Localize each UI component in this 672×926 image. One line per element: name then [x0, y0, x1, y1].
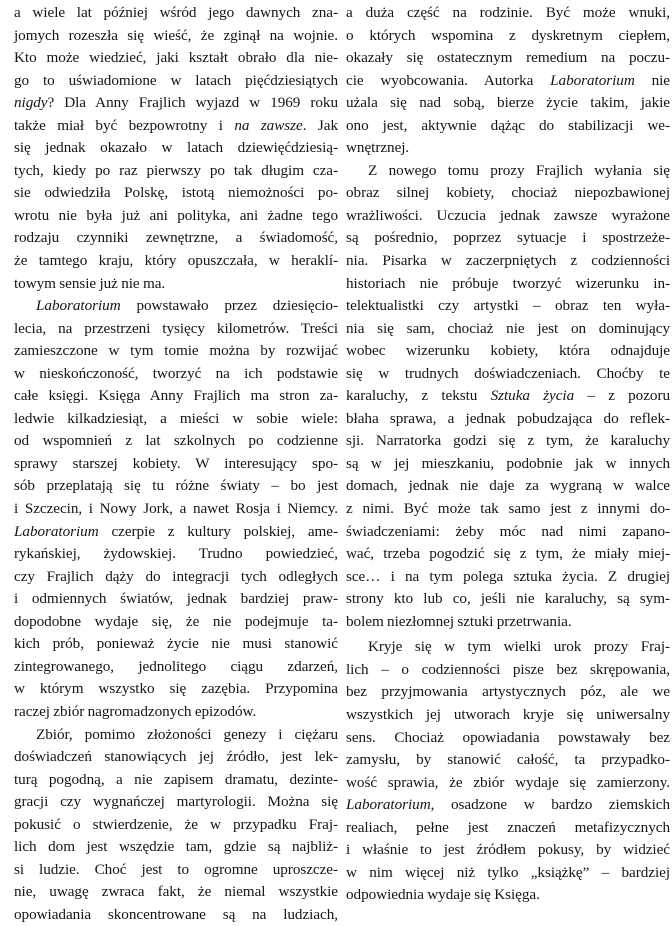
text-line [14, 724, 338, 747]
text-run: . Jak [302, 116, 338, 134]
text-run: opowiadania skoncentrowane są na ludziach, [14, 905, 338, 923]
text-line [14, 859, 338, 882]
text-run: sji. Narratorka godzi się z tym, że karaluchy [346, 432, 670, 450]
text-run: a duża część na rodzinie. Być może wnuki, [346, 4, 670, 21]
text-run: Z nowego tomu prozy Frajlich wyłania się [368, 161, 670, 179]
right-column [346, 2, 670, 907]
text-line [14, 430, 338, 453]
text-line [14, 2, 338, 25]
text-line [14, 92, 338, 115]
text-run: odpowiednia wydaje się Księga. [346, 886, 540, 904]
text-run: i właśnie to jest źródłem pokusy, by widzieć [346, 841, 670, 859]
text-run: karaluchy, z tekstu [346, 387, 491, 405]
text-line [14, 769, 338, 792]
text-line [346, 498, 670, 521]
text-run: bolem niezłomnej sztuki przetrwania. [346, 612, 572, 630]
text-run: sób przeplatają się tu różne światy – bo jest [14, 477, 338, 495]
text-line [346, 884, 670, 907]
text-run: i odmiennych światów, jednak bardziej praw- [14, 590, 338, 608]
text-line [14, 385, 338, 408]
text-run: telektualistki czy artystki – obraz ten wyła- [346, 297, 670, 315]
text-line [14, 160, 338, 183]
italic-text: na zawsze [234, 116, 303, 134]
text-run: wszystkich jej utworach kryje się uniwersalny [346, 705, 670, 723]
text-line [346, 659, 670, 682]
text-run: zamysłu, by stanowić całość, ta przypadko- [346, 751, 670, 769]
text-line [346, 385, 670, 408]
text-line [346, 363, 670, 386]
text-run: i Szczecin, i Nowy Jork, a nawet Rosja i Niemcy. [14, 500, 338, 518]
text-line [346, 340, 670, 363]
text-run: wość sprawia, że zbiór wydaje się zamierzony. [346, 773, 670, 791]
text-line [14, 543, 338, 566]
text-run: lich dom jest wszędzie tam, gdzie są najbliż- [14, 838, 338, 856]
text-run: realiach, pełne jest znaczeń metafizycznych [346, 818, 670, 836]
text-run: że tamtego kraju, który opuszczała, w heraklí- [14, 252, 338, 270]
text-line [346, 704, 670, 727]
text-run: od wspomnień z lat szkolnych po codzienne [14, 432, 338, 450]
text-run: sie odwiedziła Polskę, istotą niemożności po- [14, 184, 338, 202]
text-line [346, 794, 670, 817]
text-line [346, 250, 670, 273]
text-line [14, 318, 338, 341]
text-line [346, 772, 670, 795]
text-line [346, 839, 670, 862]
text-line [346, 543, 670, 566]
text-line [14, 47, 338, 70]
text-line [346, 727, 670, 750]
text-line [346, 318, 670, 341]
text-run: się jednak okazało w latach dziewięćdziesią- [14, 139, 338, 157]
text-run: dopodobne wydaje się, że nie podejmuje ta- [14, 612, 338, 630]
text-line [346, 70, 670, 93]
text-run: zamieszczone w tym tomie można by rozwijać [14, 342, 338, 360]
text-run: czy Frajlich dąży do integracji tych odległych [14, 567, 338, 585]
text-line [14, 678, 338, 701]
text-run: doświadczeń stanowiących jej źródło, jest lek- [14, 748, 338, 766]
text-run: wrotu nie była już ani polityka, ani żadne tego [14, 206, 338, 224]
text-line [14, 182, 338, 205]
text-run: rodzaju czynniki zewnętrzne, a świadomość, [14, 229, 338, 247]
text-run: gracji czy wygnańczej martyrologii. Można się [14, 793, 338, 811]
text-line [14, 137, 338, 160]
text-line [14, 791, 338, 814]
text-line [14, 295, 338, 318]
text-run: nia. Pisarka w zaczerpniętych z codzienności [346, 252, 670, 270]
text-run: świadczeniami: żeby móc nad nimi zapano- [346, 522, 670, 540]
text-run: domach, jednak nie daje za wygraną w walce [346, 477, 670, 495]
text-line [14, 340, 338, 363]
text-run: w nieskończoność, tworzyć na ich podstawie [14, 364, 338, 382]
text-run: wać, trzeba pogodzić się z tym, że miały miej- [346, 545, 670, 563]
text-run: raczej zbiór nagromadzonych epizodów. [14, 702, 257, 720]
text-run: obraz silnej kobiety, chociaż niepozbawionej [346, 184, 670, 202]
text-line [14, 498, 338, 521]
text-line [346, 588, 670, 611]
text-line [346, 408, 670, 431]
text-run: zintegrowanego, jednolitego ciągu zdarzeń, [14, 657, 338, 675]
text-run: Kryje się w tym wielki urok prozy Fraj- [368, 638, 670, 656]
text-line [14, 746, 338, 769]
text-line [14, 701, 338, 724]
text-run: bez przyjmowania artystycznych póz, ale we [346, 683, 670, 701]
text-line [14, 453, 338, 476]
text-run: są pośrednio, poprzez sytuacje i spostrzeże- [346, 229, 670, 247]
text-line [346, 566, 670, 589]
text-run: lecia, na przestrzeni tysięcy kilometrów. Treści [14, 319, 338, 337]
italic-text: Sztuka życia [490, 387, 575, 405]
text-line [14, 566, 338, 589]
text-run: Kto może wiedzieć, jaki kształt obrało dla nie- [14, 49, 338, 67]
text-run: go to uświadomione w latach pięćdziesiątych [14, 71, 338, 89]
text-run: jomych rozeszła się wieść, że zginął na wojnie. [14, 26, 338, 44]
text-run: powstawało przez dziesięcio- [120, 297, 338, 315]
text-line [346, 182, 670, 205]
text-line [346, 681, 670, 704]
text-line [346, 749, 670, 772]
text-line [346, 453, 670, 476]
text-run: a wiele lat później wśród jego dawnych zna- [14, 4, 338, 21]
italic-text: Laboratorium [36, 297, 121, 315]
text-line [346, 475, 670, 498]
text-run: w którym wszystko się zazębia. Przypomina [14, 680, 338, 698]
text-line [14, 611, 338, 634]
text-run: ? Dla Anny Frajlich wyjazd w 1969 roku [47, 94, 338, 112]
text-line [14, 115, 338, 138]
text-run: błaha sprawa, a jednak pobudzająca do reflek- [346, 409, 670, 427]
text-line [14, 588, 338, 611]
text-line [346, 205, 670, 228]
text-run: całe księgi. Księga Anny Frajlich ma stron za- [14, 387, 338, 405]
text-run: także miał być bezpowrotny i [14, 116, 235, 134]
text-run: okazały się ostatecznym remedium na poczu- [346, 49, 670, 67]
text-line [14, 881, 338, 904]
text-run: w nim więcej niż tylko „książkę” – bardziej [346, 863, 670, 881]
text-line [14, 656, 338, 679]
text-line [346, 2, 670, 25]
text-run: , osadzone w bardzo ziemskich [430, 796, 670, 814]
text-line [346, 160, 670, 183]
text-run: wrażliwości. Uczucia jednak zawsze wyrażone [346, 206, 670, 224]
text-run: sce… i na tym polega sztuka życia. Z drugiej [346, 567, 670, 585]
text-line [346, 273, 670, 296]
italic-text: Laboratorium [346, 796, 431, 814]
text-line [14, 70, 338, 93]
text-line [346, 137, 670, 160]
text-run: z nimi. Być może tak samo jest z innymi do- [346, 500, 670, 518]
text-run: cie wyobcowania. Autorka [346, 71, 551, 89]
text-line [14, 25, 338, 48]
text-line [346, 115, 670, 138]
text-line [14, 475, 338, 498]
text-line [346, 47, 670, 70]
text-line [346, 521, 670, 544]
text-run: ono jest, aktywnie dążąc do stabilizacji we- [346, 116, 670, 134]
text-run: historiach nie próbuje tworzyć wizerunku in- [346, 274, 670, 292]
text-run: lich – o codzienności pisze bez skrępowania, [346, 660, 670, 678]
text-line [14, 250, 338, 273]
text-line [14, 227, 338, 250]
text-run: wnętrznej. [346, 139, 410, 157]
text-run: sens. Chociaż opowiadania powstawały bez [346, 728, 670, 746]
text-line [346, 611, 670, 634]
text-run: o których wspomina z dyskretnym ciepłem, [346, 26, 670, 44]
text-line [346, 295, 670, 318]
text-run: strony kto lub co, jeśli nie karaluchy, są sym- [346, 590, 670, 608]
text-line [346, 817, 670, 840]
text-line [14, 363, 338, 386]
text-run: są w jej mieszkaniu, podobnie jak w innych [346, 454, 670, 472]
text-run: nie [634, 71, 670, 89]
text-run: kich prób, ponieważ życie nie musi stanowić [14, 635, 338, 653]
text-run: czerpie z kultury polskiej, ame- [98, 522, 338, 540]
text-run: sprawy starszej kobiety. W interesujący spo- [14, 454, 338, 472]
text-run: rykańskiej, żydowskiej. Trudno powiedzieć, [14, 545, 338, 563]
text-run: użala się nad sobą, bierze życie takim, jakie [346, 94, 670, 112]
text-run: ledwie kilkadziesiąt, a mieści w sobie wiele: [14, 409, 338, 427]
text-run: nia się sam, chociaż nie jest on dominujący [346, 319, 670, 337]
text-run: Zbiór, pomimo złożoności genezy i ciężaru [36, 725, 338, 743]
text-run: turą pogodną, a nie zapisem dramatu, dezinte- [14, 770, 338, 788]
text-line [346, 92, 670, 115]
text-run: wobec wizerunku kobiety, która odnajduje [346, 342, 670, 360]
text-line [14, 205, 338, 228]
text-run: tych, kiedy po raz pierwszy po tak długim cza- [14, 161, 338, 179]
text-line [346, 636, 670, 659]
italic-text: Laboratorium [550, 71, 635, 89]
text-line [14, 408, 338, 431]
text-run: – z pozoru [574, 387, 670, 405]
text-line [14, 836, 338, 859]
text-line [14, 521, 338, 544]
text-run: się w trudnych doświadczeniach. Choćby te [346, 364, 670, 382]
text-run: pokusić o stwierdzenie, że w przypadku Fraj- [14, 815, 338, 833]
text-line [14, 633, 338, 656]
text-line [346, 862, 670, 885]
italic-text: Laboratorium [14, 522, 99, 540]
text-run: towym sensie już nie ma. [14, 274, 166, 292]
text-run: si ludzie. Choć jest to ogromne uproszcze- [14, 860, 338, 878]
text-line [346, 25, 670, 48]
text-run: nie, uwagę zwraca fakt, że niemal wszystkie [14, 883, 338, 901]
left-column [14, 2, 338, 926]
text-line [346, 227, 670, 250]
italic-text: nigdy [14, 94, 48, 112]
text-line [14, 904, 338, 926]
text-line [14, 273, 338, 296]
text-line [14, 814, 338, 837]
text-line [346, 430, 670, 453]
